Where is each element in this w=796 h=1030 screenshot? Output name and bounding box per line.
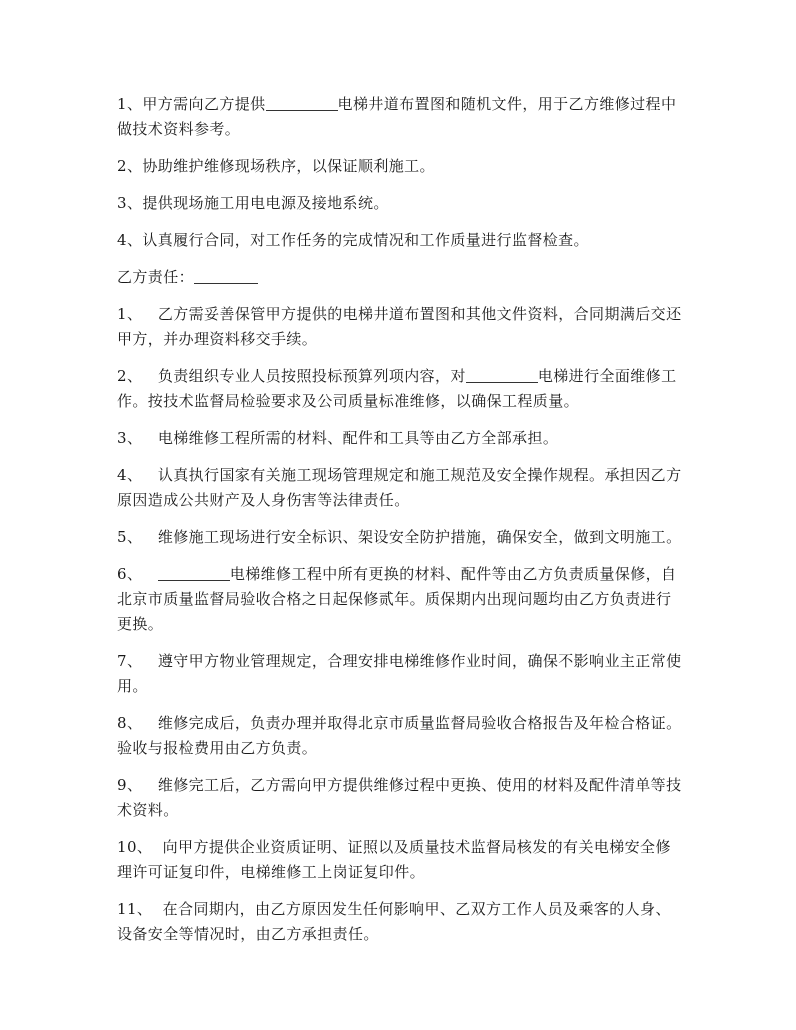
document-body <box>117 92 683 959</box>
fill-in-blank <box>266 93 338 111</box>
clause-text: 电梯维修工程所需的材料、配件和工具等由乙方全部承担。 <box>157 429 559 447</box>
party-a-clause-3 <box>117 191 683 216</box>
clause-text: 认真履行合同，对工作任务的完成情况和工作质量进行监督检查。 <box>142 231 589 249</box>
clause-number: 7、 <box>117 652 143 670</box>
party-b-clause-1 <box>117 302 683 352</box>
clause-text: 提供现场施工用电电源及接地系统。 <box>142 194 389 212</box>
fill-in-blank <box>194 266 258 284</box>
clause-number: 10、 <box>117 838 153 856</box>
clause-text: 维修完工后，乙方需向甲方提供维修过程中更换、使用的材料及配件清单等技术资料。 <box>117 776 682 819</box>
clause-number: 3、 <box>117 194 143 212</box>
party-b-clause-3 <box>117 426 683 451</box>
clause-text-cont: 电梯井道布置图和随机文件，用于乙方维修过程中做技术资料参考。 <box>117 95 677 138</box>
clause-text: 遵守甲方物业管理规定，合理安排电梯维修作业时间，确保不影响业主正常使用。 <box>117 652 682 695</box>
clause-number: 2、 <box>117 157 143 175</box>
section-heading: 乙方责任： <box>117 268 195 286</box>
clause-text: 认真执行国家有关施工现场管理规定和施工规范及安全操作规程。承担因乙方原因造成公共财产及人身伤害等法律责任。 <box>117 466 682 509</box>
party-b-clause-5 <box>117 525 683 550</box>
clause-text: 维修完成后，负责办理并取得北京市质量监督局验收合格报告及年检合格证。验收与报检费用由乙方负责。 <box>117 714 682 757</box>
clause-text: 乙方需妥善保管甲方提供的电梯井道布置图和其他文件资料，合同期满后交还甲方，并办理资料移交手续。 <box>117 305 682 348</box>
party-b-clause-6 <box>117 562 683 637</box>
clause-text: 维修施工现场进行安全标识、架设安全防护措施，确保安全，做到文明施工。 <box>157 528 682 546</box>
clause-number: 6、 <box>117 565 143 583</box>
clause-number: 1、 <box>117 95 143 113</box>
clause-text: 甲方需向乙方提供 <box>142 95 266 113</box>
party-b-clause-7 <box>117 649 683 699</box>
party-b-clause-9 <box>117 773 683 823</box>
fill-in-blank <box>466 365 538 383</box>
clause-number: 4、 <box>117 466 143 484</box>
clause-text: 协助维护维修现场秩序，以保证顺利施工。 <box>142 157 435 175</box>
party-a-clause-1 <box>117 92 683 142</box>
clause-number: 1、 <box>117 305 143 323</box>
party-a-clause-4 <box>117 228 683 253</box>
clause-text: 在合同期内，由乙方原因发生任何影响甲、乙双方工作人员及乘客的人身、设备安全等情况时，由乙方承担责任。 <box>117 900 671 943</box>
party-b-clause-4 <box>117 463 683 513</box>
clause-number: 9、 <box>117 776 143 794</box>
clause-number: 4、 <box>117 231 143 249</box>
clause-number: 5、 <box>117 528 143 546</box>
clause-text: 负责组织专业人员按照投标预算列项内容，对 <box>157 367 466 385</box>
clause-number: 11、 <box>117 900 153 918</box>
party-b-clause-10 <box>117 835 683 885</box>
clause-number: 3、 <box>117 429 143 447</box>
party-b-clause-8 <box>117 711 683 761</box>
clause-number: 2、 <box>117 367 143 385</box>
party-b-clause-11 <box>117 897 683 947</box>
party-b-clause-2 <box>117 364 683 414</box>
party-b-heading <box>117 265 683 290</box>
clause-text: 向甲方提供企业资质证明、证照以及质量技术监督局核发的有关电梯安全修理许可证复印件，电梯维修工上岗证复印件。 <box>117 838 671 881</box>
party-a-clause-2 <box>117 154 683 179</box>
clause-text-cont: 电梯进行全面维修工作。按技术监督局检验要求及公司质量标准维修，以确保工程质量。 <box>117 367 677 410</box>
clause-number: 8、 <box>117 714 143 732</box>
clause-text-cont: 电梯维修工程中所有更换的材料、配件等由乙方负责质量保修，自北京市质量监督局验收合格之日起保修贰年。质保期内出现问题均由乙方负责进行更换。 <box>117 565 677 633</box>
fill-in-blank <box>158 563 230 581</box>
